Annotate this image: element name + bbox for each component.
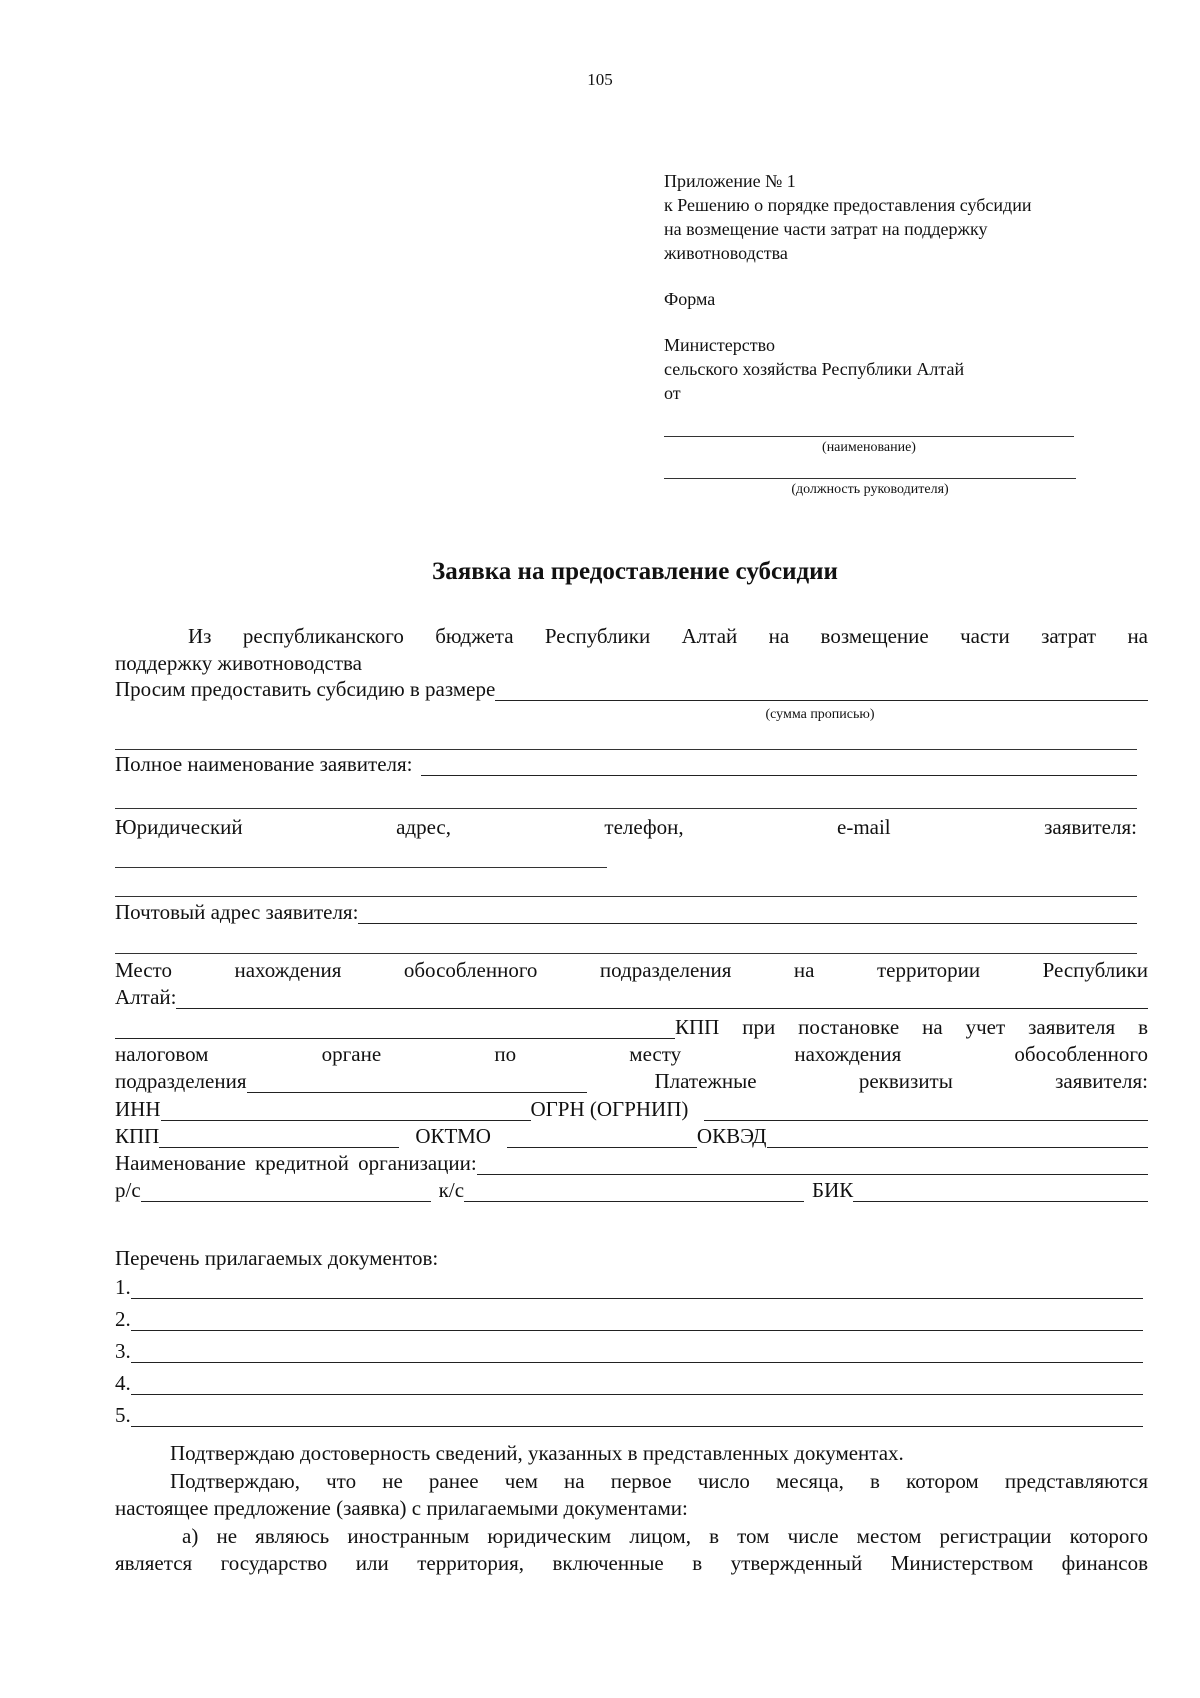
full-name-line[interactable] bbox=[421, 775, 1138, 776]
oktmo-label: ОКТМО bbox=[415, 1124, 491, 1148]
payment-word: Платежные bbox=[654, 1069, 757, 1093]
legal-address-line[interactable] bbox=[115, 867, 607, 868]
location-row bbox=[115, 958, 1148, 983]
tax-word: обособленного bbox=[1014, 1042, 1148, 1066]
ks-line[interactable] bbox=[464, 1201, 804, 1202]
okved-label: ОКВЭД bbox=[696, 1124, 767, 1148]
legal-word: адрес, bbox=[396, 815, 451, 839]
location-word: нахождения bbox=[234, 958, 342, 982]
legal-address-continuation-line[interactable] bbox=[115, 896, 1137, 897]
request-label: Просим предоставить субсидию в размере bbox=[115, 677, 496, 701]
payment-word: реквизиты bbox=[858, 1069, 953, 1093]
legal-word: Юридический bbox=[115, 815, 243, 839]
bank-line[interactable] bbox=[477, 1174, 1148, 1175]
legal-word: e-mail bbox=[837, 815, 891, 839]
ogrn-line[interactable] bbox=[704, 1120, 1148, 1121]
bik-label: БИК bbox=[812, 1178, 854, 1202]
docs-list-label: Перечень прилагаемых документов: bbox=[115, 1246, 439, 1270]
legal-address-row bbox=[115, 815, 1137, 840]
tax-word: налоговом bbox=[115, 1042, 209, 1066]
location-line[interactable] bbox=[176, 1008, 1148, 1009]
codes-row bbox=[115, 1124, 1148, 1152]
location-word: на bbox=[793, 958, 815, 982]
appendix-line-1: к Решению о порядке предоставления субсидии bbox=[664, 195, 1032, 215]
appendix-number: Приложение № 1 bbox=[664, 171, 796, 191]
doc-line[interactable] bbox=[131, 1426, 1143, 1427]
page-number: 105 bbox=[587, 70, 613, 89]
doc-item-1: 1. bbox=[115, 1275, 1143, 1303]
postal-label: Почтовый адрес заявителя: bbox=[115, 900, 359, 924]
doc-item-3: 3. bbox=[115, 1339, 1143, 1367]
intro-line-2: поддержку животноводства bbox=[115, 651, 362, 675]
doc-item-4: 4. bbox=[115, 1371, 1143, 1399]
amount-continuation-line[interactable] bbox=[115, 749, 1137, 750]
applicant-name-line[interactable] bbox=[664, 436, 1074, 437]
caption-sum: (сумма прописью) bbox=[765, 707, 875, 722]
doc-item-2: 2. bbox=[115, 1307, 1143, 1335]
confirm-line-2: настоящее предложение (заявка) с прилагаемыми документами: bbox=[115, 1496, 688, 1520]
tax-word: нахождения bbox=[794, 1042, 902, 1066]
full-name-label: Полное наименование заявителя: bbox=[115, 752, 413, 776]
bank-label: Наименование кредитной организации: bbox=[115, 1151, 477, 1175]
location-word: обособленного bbox=[403, 958, 538, 982]
item-a-line-2: является государство или территория, включенные в утвержденный Министерством финансов bbox=[115, 1551, 1148, 1575]
item-a-line-1: а) не являюсь иностранным юридическим лицом, в том числе местом регистрации которого bbox=[182, 1524, 1148, 1548]
location-word: подразделения bbox=[599, 958, 732, 982]
confirm-line-1: Подтверждаю, что не ранее чем на первое число месяца, в котором представляются bbox=[170, 1469, 1148, 1493]
appendix-line-3: животноводства bbox=[664, 243, 788, 263]
inn-row bbox=[115, 1097, 1148, 1125]
oktmo-line[interactable] bbox=[507, 1147, 697, 1148]
full-name-continuation-line[interactable] bbox=[115, 808, 1137, 809]
doc-line[interactable] bbox=[131, 1330, 1143, 1331]
caption-name: (наименование) bbox=[822, 440, 916, 455]
location-word: Республики bbox=[1042, 958, 1148, 982]
postal-continuation-line[interactable] bbox=[115, 953, 1137, 954]
ministry-line-1: Министерство bbox=[664, 335, 775, 355]
legal-word: заявителя: bbox=[1044, 815, 1137, 839]
confirm-accuracy: Подтверждаю достоверность сведений, указанных в представленных документах. bbox=[170, 1441, 904, 1465]
inn-line[interactable] bbox=[161, 1120, 531, 1121]
ks-label: к/с bbox=[438, 1178, 465, 1202]
tax-word: месту bbox=[629, 1042, 682, 1066]
location-word: территории bbox=[876, 958, 981, 982]
intro-line-1: Из республиканского бюджета Республики Алтай на возмещение части затрат на bbox=[188, 624, 1148, 648]
request-row bbox=[115, 677, 1148, 705]
ogrn-label: ОГРН (ОГРНИП) bbox=[530, 1097, 689, 1121]
doc-line[interactable] bbox=[131, 1394, 1143, 1395]
kpp-line[interactable] bbox=[159, 1147, 399, 1148]
form-title: Заявка на предоставление субсидии bbox=[432, 558, 838, 585]
bik-line[interactable] bbox=[853, 1201, 1148, 1202]
tax-row bbox=[115, 1042, 1148, 1067]
doc-item-5: 5. bbox=[115, 1403, 1143, 1431]
tax-word: органе bbox=[321, 1042, 382, 1066]
head-position-line[interactable] bbox=[664, 478, 1076, 479]
full-name-row bbox=[115, 752, 1137, 780]
subsidy-amount-line[interactable] bbox=[495, 700, 1148, 701]
subdivision-label: подразделения bbox=[115, 1069, 247, 1093]
caption-position: (должность руководителя) bbox=[791, 482, 949, 497]
location-word: Место bbox=[115, 958, 172, 982]
rs-line[interactable] bbox=[141, 1201, 431, 1202]
okved-line[interactable] bbox=[767, 1147, 1148, 1148]
legal-word: телефон, bbox=[604, 815, 684, 839]
kpp-label: КПП bbox=[115, 1124, 160, 1148]
postal-row bbox=[115, 900, 1137, 928]
from-label: от bbox=[664, 383, 681, 403]
kpp-registration-row bbox=[115, 1015, 1148, 1043]
appendix-line-2: на возмещение части затрат на поддержку bbox=[664, 219, 988, 239]
payment-word: заявителя: bbox=[1055, 1069, 1148, 1093]
location-continuation-line[interactable] bbox=[115, 1038, 675, 1039]
ministry-line-2: сельского хозяйства Республики Алтай bbox=[664, 359, 965, 379]
accounts-row bbox=[115, 1178, 1148, 1206]
kpp-registration-text: КПП при постановке на учет заявителя в bbox=[675, 1015, 1148, 1039]
doc-line[interactable] bbox=[131, 1362, 1143, 1363]
subdivision-row bbox=[115, 1069, 1148, 1097]
altai-row bbox=[115, 985, 1148, 1013]
subdivision-line[interactable] bbox=[247, 1092, 587, 1093]
altai-label: Алтай: bbox=[115, 985, 177, 1009]
doc-line[interactable] bbox=[131, 1298, 1143, 1299]
form-label: Форма bbox=[664, 289, 716, 309]
postal-address-line[interactable] bbox=[358, 923, 1137, 924]
inn-label: ИНН bbox=[115, 1097, 161, 1121]
bank-row bbox=[115, 1151, 1148, 1179]
tax-word: по bbox=[494, 1042, 517, 1066]
rs-label: р/с bbox=[115, 1178, 141, 1202]
